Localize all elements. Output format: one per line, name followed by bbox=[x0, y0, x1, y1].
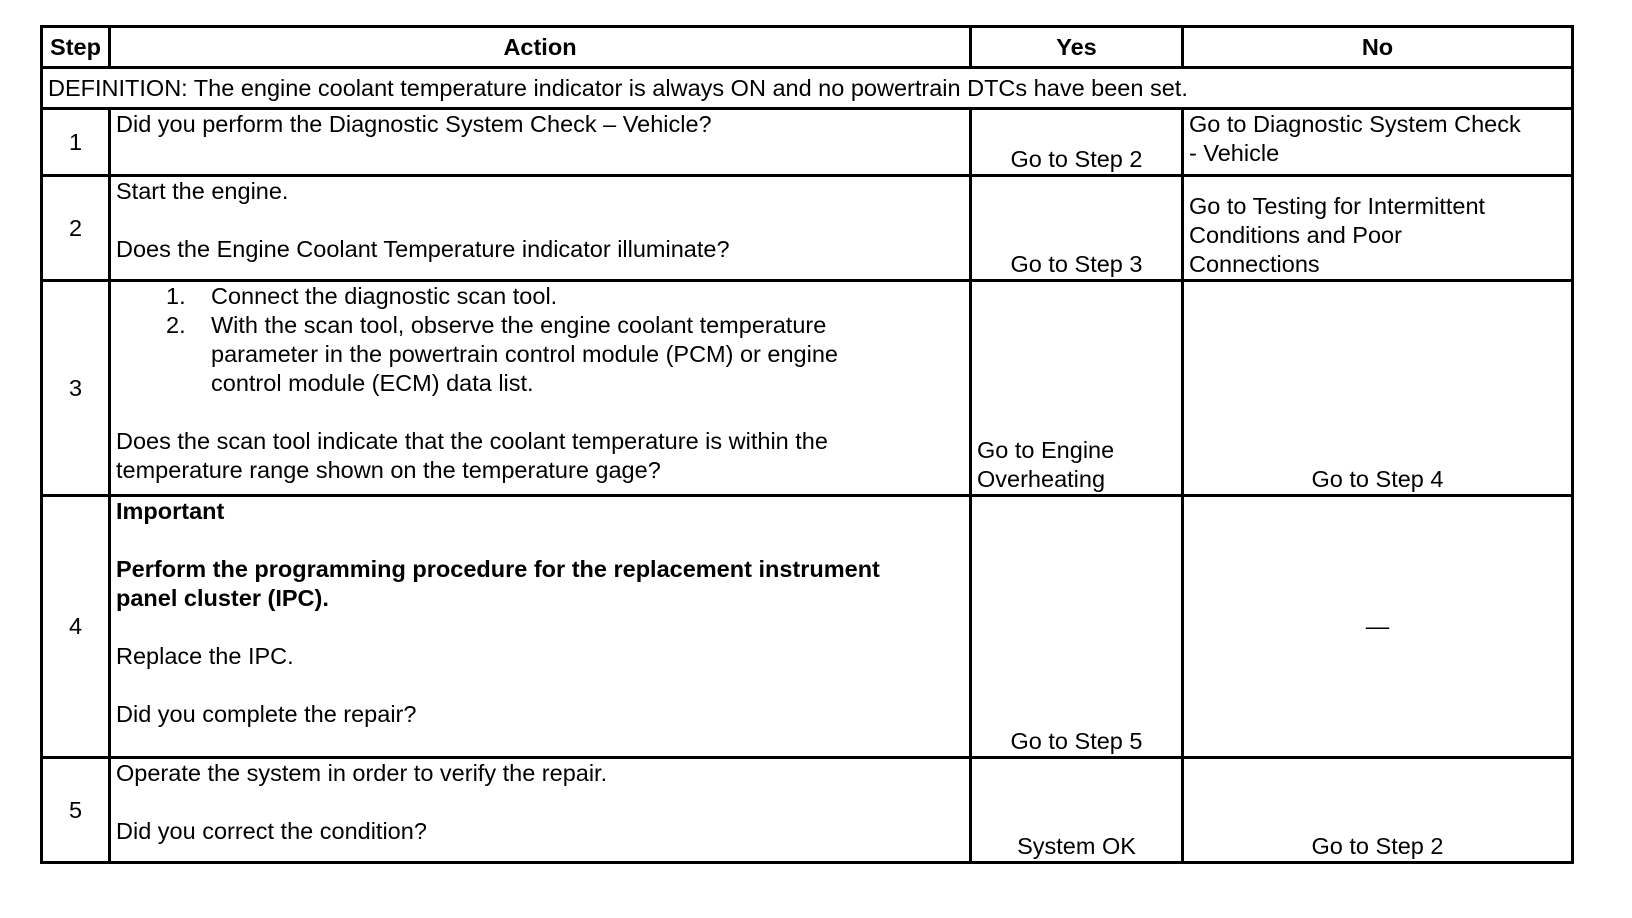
step-number: 5 bbox=[42, 758, 110, 863]
header-step: Step bbox=[42, 27, 110, 68]
table-row bbox=[42, 496, 1573, 758]
step-action bbox=[110, 496, 971, 758]
no-line: Connections bbox=[1189, 251, 1320, 277]
table-row bbox=[42, 281, 1573, 496]
action-question: Does the scan tool indicate that the coolant temperature is within the bbox=[116, 428, 828, 454]
list-item-text: parameter in the powertrain control module (PCM) or engine bbox=[211, 341, 838, 367]
important-text: Perform the programming procedure for the replacement instrument bbox=[116, 556, 880, 582]
no-line: - Vehicle bbox=[1189, 140, 1280, 166]
header-action: Action bbox=[110, 27, 971, 68]
step-no: Go to Step 2 bbox=[1183, 758, 1573, 863]
header-row bbox=[42, 27, 1573, 68]
definition-row bbox=[42, 68, 1573, 109]
header-yes: Yes bbox=[971, 27, 1183, 68]
table-row bbox=[42, 758, 1573, 863]
action-instruction: Start the engine. bbox=[116, 178, 289, 204]
important-text: panel cluster (IPC). bbox=[116, 585, 329, 611]
step-yes: Go to Step 5 bbox=[971, 496, 1183, 758]
action-instruction: Operate the system in order to verify the repair. bbox=[116, 760, 608, 786]
yes-line: Overheating bbox=[977, 466, 1106, 492]
yes-line: Go to Engine bbox=[977, 437, 1115, 463]
step-action bbox=[110, 758, 971, 863]
definition-text: DEFINITION: The engine coolant temperature indicator is always ON and no powertrain DTCs have been set. bbox=[42, 68, 1573, 109]
list-item bbox=[166, 282, 964, 311]
step-yes: Go to Step 2 bbox=[971, 109, 1183, 176]
action-question: temperature range shown on the temperature gage? bbox=[116, 457, 661, 483]
step-action bbox=[110, 109, 971, 176]
list-item-number: 1. bbox=[166, 283, 186, 309]
list-item bbox=[166, 311, 964, 398]
step-yes: Go to Step 3 bbox=[971, 176, 1183, 281]
list-item-text: control module (ECM) data list. bbox=[211, 370, 534, 396]
action-question: Did you complete the repair? bbox=[116, 701, 417, 727]
step-no bbox=[1183, 109, 1573, 176]
header-no: No bbox=[1183, 27, 1573, 68]
action-question: Did you perform the Diagnostic System Check – Vehicle? bbox=[116, 111, 712, 137]
important-heading: Important bbox=[116, 498, 225, 524]
step-number: 3 bbox=[42, 281, 110, 496]
action-question: Did you correct the condition? bbox=[116, 818, 427, 844]
step-number: 4 bbox=[42, 496, 110, 758]
action-instruction: Replace the IPC. bbox=[116, 643, 294, 669]
step-action bbox=[110, 176, 971, 281]
table-row bbox=[42, 109, 1573, 176]
no-line: Go to Diagnostic System Check bbox=[1189, 111, 1521, 137]
step-yes: System OK bbox=[971, 758, 1183, 863]
table-row bbox=[42, 176, 1573, 281]
step-no: Go to Step 4 bbox=[1183, 281, 1573, 496]
step-yes bbox=[971, 281, 1183, 496]
step-no bbox=[1183, 176, 1573, 281]
step-action bbox=[110, 281, 971, 496]
numbered-list bbox=[116, 282, 964, 398]
diagnostic-table bbox=[40, 25, 1574, 864]
step-number: 1 bbox=[42, 109, 110, 176]
step-number: 2 bbox=[42, 176, 110, 281]
list-item-number: 2. bbox=[166, 312, 186, 338]
step-no: — bbox=[1183, 496, 1573, 758]
no-line: Conditions and Poor bbox=[1189, 222, 1402, 248]
list-item-text: With the scan tool, observe the engine coolant temperature bbox=[211, 312, 827, 338]
no-line: Go to Testing for Intermittent bbox=[1189, 193, 1486, 219]
action-question: Does the Engine Coolant Temperature indicator illuminate? bbox=[116, 236, 730, 262]
list-item-text: Connect the diagnostic scan tool. bbox=[211, 283, 558, 309]
